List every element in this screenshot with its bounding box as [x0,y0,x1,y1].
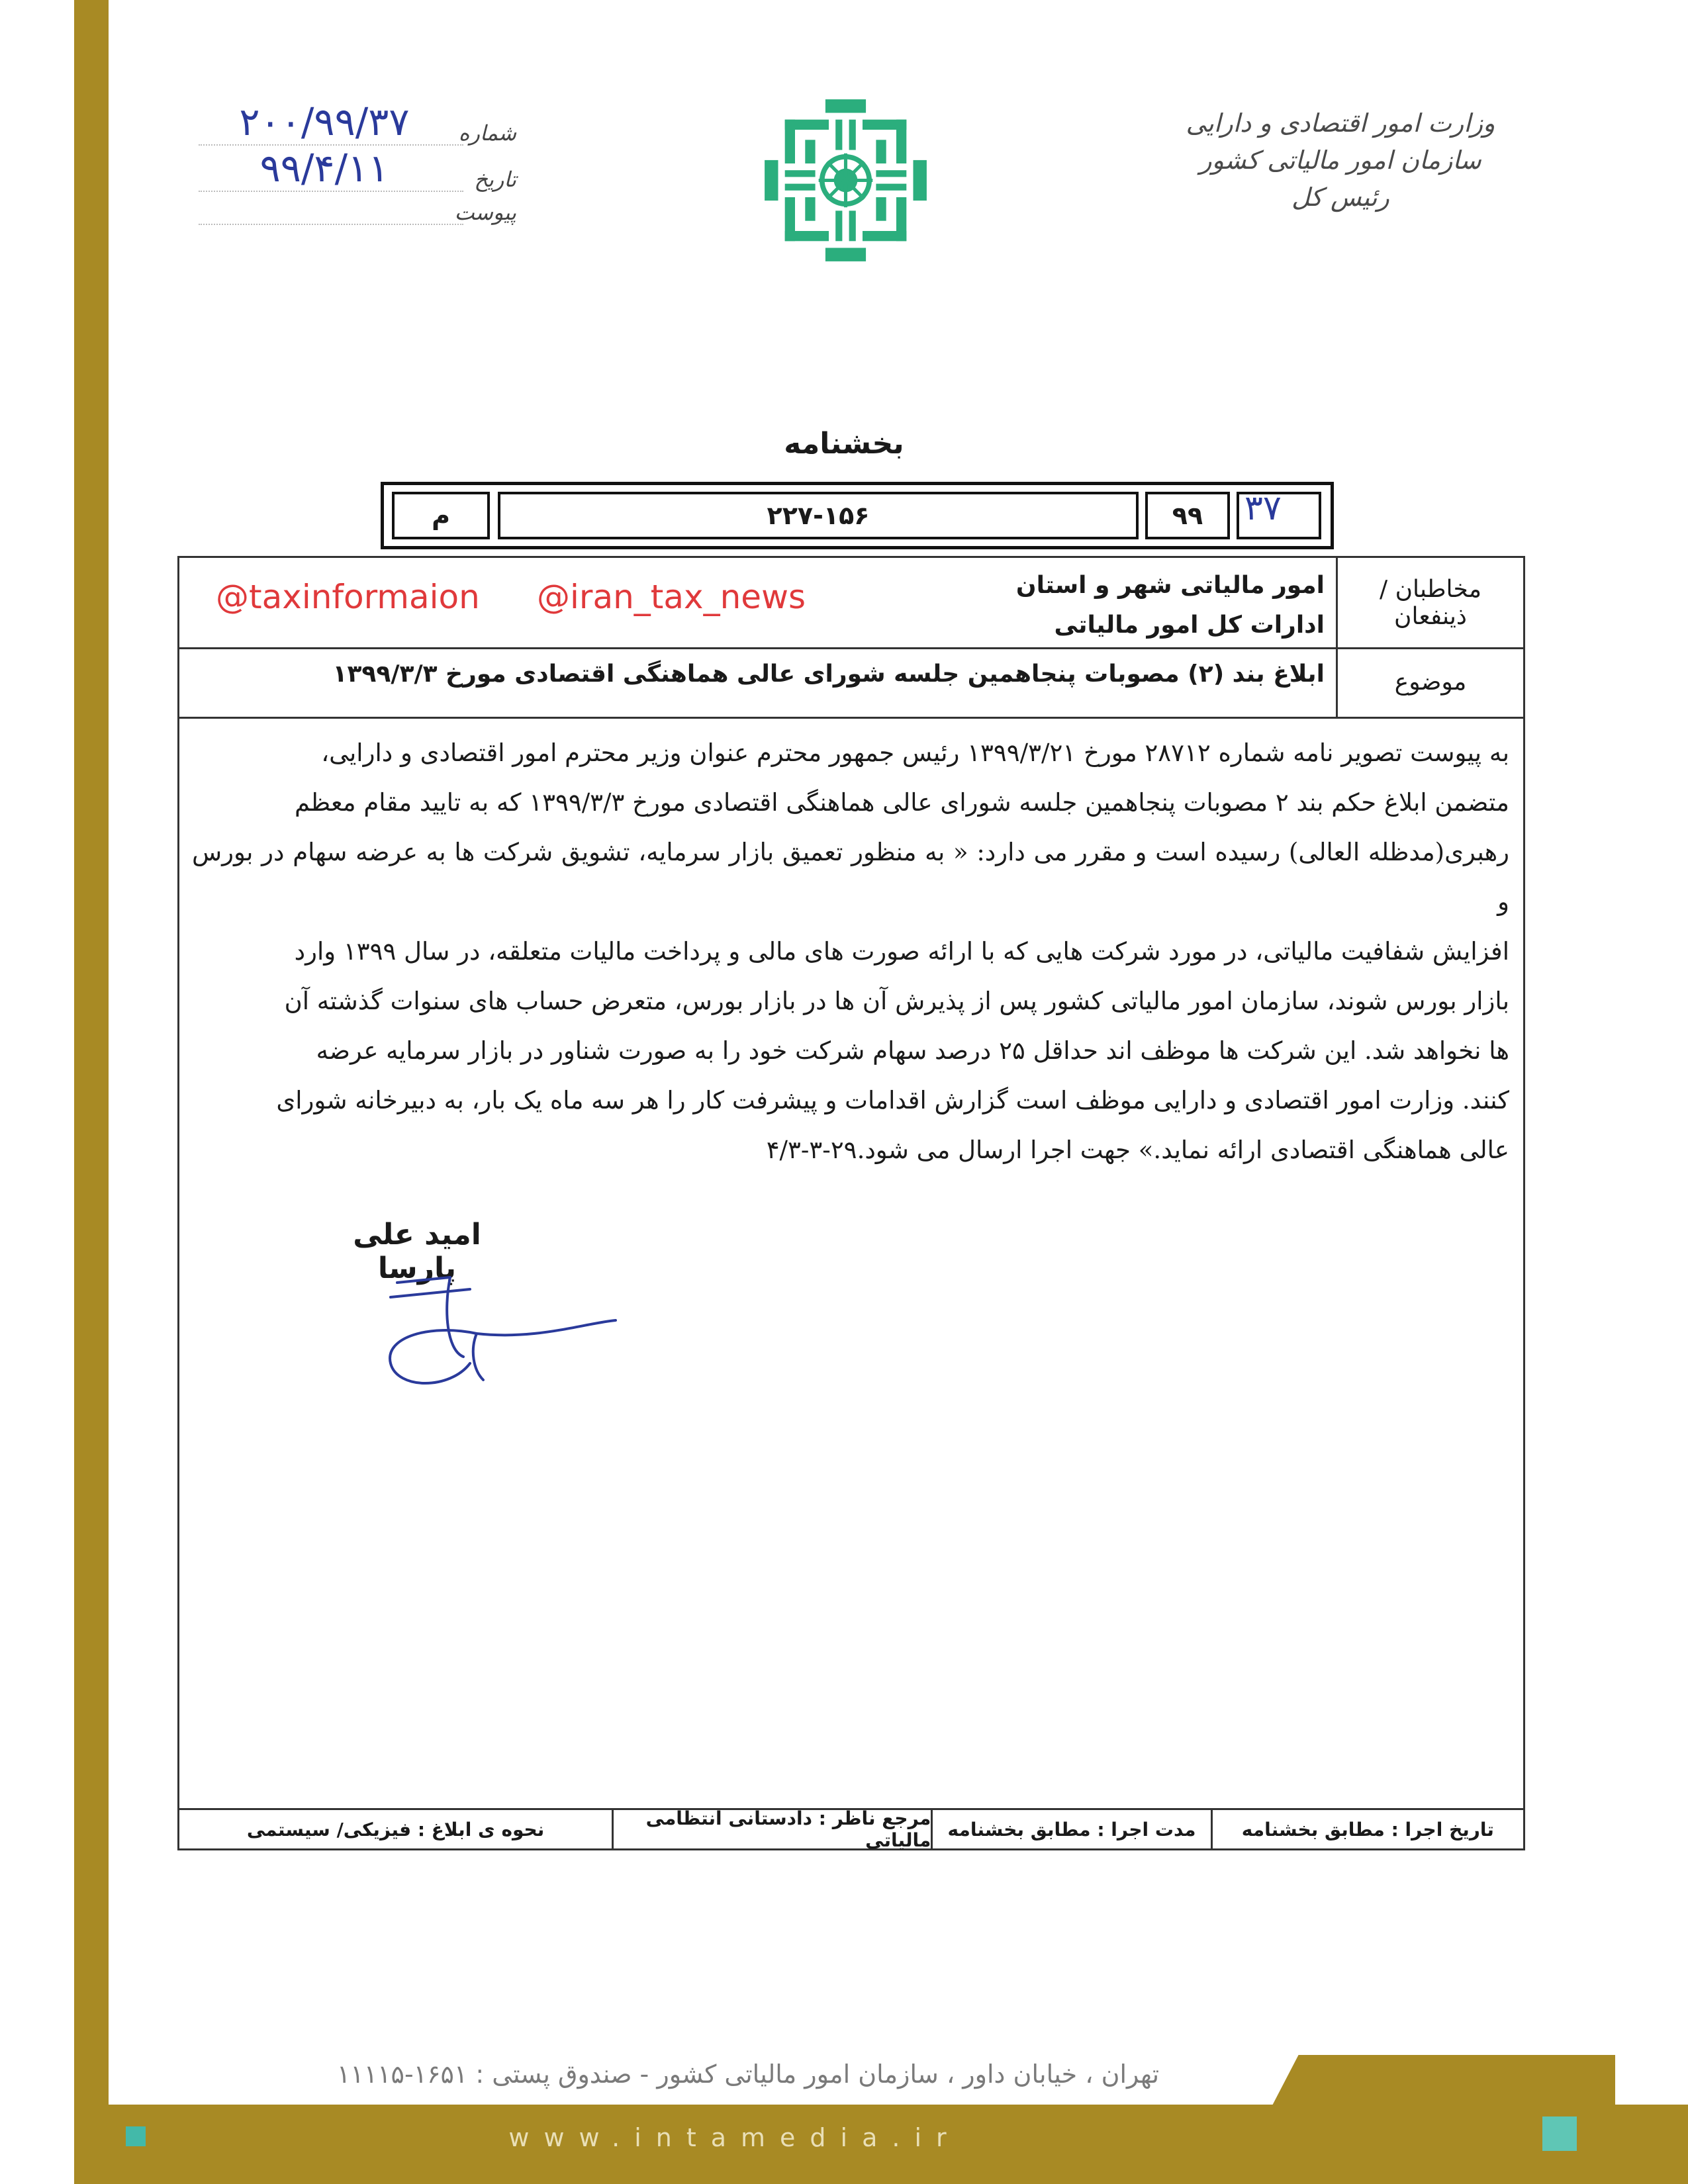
social-handle-2: @iran_tax_news [537,578,806,616]
body-line: عالی هماهنگی اقتصادی ارائه نماید.» جهت اجرا ارسال می شود.۲۹-۳-۴/۳ [766,1136,1509,1164]
signer-name: امید علی پارسا [353,1218,481,1285]
organization-logo-icon [761,96,930,265]
body-line: متضمن ابلاغ حکم بند ۲ مصوبات پنجاهمین جلسه شورای عالی هماهنگی اقتصادی مورخ ۱۳۹۹/۳/۳ که به تایید مقام معظم [294,788,1509,817]
body-line: ها نخواهد شد. این شرکت ها موظف اند حداقل ۲۵ درصد سهام شرکت خود را به صورت شناور در بازار سرمایه عرضه [316,1036,1509,1065]
signature-icon [371,1271,622,1403]
subject-label: موضوع [1336,647,1523,717]
footer-address: تهران ، خیابان داور ، سازمان امور مالیاتی کشور - صندوق پستی : ۱۶۵۱-۱۱۱۱۵ [336,2060,1160,2089]
recipient-2: ادارات کل امور مالیاتی [1054,612,1325,639]
organization-name: سازمان امور مالیاتی کشور [1199,146,1481,175]
number-year-cell: ۹۹ [1145,492,1230,539]
body-line: رهبری(مدظله العالی) رسیده است و مقرر می دارد: « به منظور تعمیق بازار سرمایه، تشویق شرکت ها به عرضه سهام در بورس و [192,838,1509,916]
left-gold-border [74,0,109,2184]
body-line: بازار بورس شوند، سازمان امور مالیاتی کشور پس از پذیرش آن ها در بازار بورس، متعرض حساب های سنوات گذشته آن [284,987,1509,1015]
recipients-row [179,558,1523,649]
social-handle-1: @taxinformaion [216,578,480,616]
document-title: بخشنامه [784,427,904,461]
body-line: به پیوست تصویر نامه شماره ۲۸۷۱۲ مورخ ۱۳۹۹/۳/۲۱ رئیس جمهور محترم عنوان وزیر محترم امور اقتصادی و دارایی، [321,739,1509,767]
footer-teal-square-right [1542,2116,1577,2151]
circular-number-bar [381,482,1334,549]
subject-text: ابلاغ بند (۲) مصوبات پنجاهمین جلسه شورای عالی هماهنگی اقتصادی مورخ ۱۳۹۹/۳/۳ [332,660,1325,688]
recipients-label-line2: ذینفعان [1394,602,1467,630]
date-row [199,146,516,192]
ministry-name: وزارت امور اقتصادی و دارایی [1186,109,1495,138]
recipients-list [1016,566,1325,645]
handwritten-number: ۳۷ [1244,488,1282,528]
number-letter-cell: م [392,492,490,539]
number-code-cell: ۲۲۷-۱۵۶ [498,492,1139,539]
letter-reference-block [199,99,516,225]
info-table [177,556,1525,719]
attachment-row [199,192,516,225]
attachment-value [199,224,463,225]
office-name: رئیس کل [1291,183,1389,212]
footer-website: www.intamedia.ir [508,2123,961,2152]
execution-info-strip [177,1808,1525,1850]
subject-row [179,647,1523,717]
date-value: ۹۹/۴/۱۱ [199,146,463,192]
number-row [199,99,516,146]
date-label: تاریخ [474,167,516,192]
attachment-label: پیوست [454,200,516,225]
recipients-label [1336,558,1523,647]
number-label: شماره [458,120,516,146]
footer-teal-square-left [126,2126,146,2146]
exec-date-cell: تاریخ اجرا : مطابق بخشنامه [1211,1810,1523,1848]
body-text [192,728,1509,1175]
recipient-1: امور مالیاتی شهر و استان [1015,572,1325,599]
footer-gold-tab [1271,2055,1615,2108]
supervisor-cell: مرجع ناظر : دادستانی انتظامی مالیاتی [612,1810,931,1848]
exec-period-cell: مدت اجرا : مطابق بخشنامه [931,1810,1210,1848]
body-line: کنند. وزارت امور اقتصادی و دارایی موظف است گزارش اقدامات و پیشرفت کار را هر سه ماه یک بار، به دبیرخانه شورای [276,1086,1509,1115]
number-value: ۲۰۰/۹۹/۳۷ [199,99,463,146]
recipients-label-line1: مخاطبان / [1380,575,1481,603]
notify-method-cell: نحوه ی ابلاغ : فیزیکی/ سیستمی [246,1818,545,1841]
ministry-header [1168,105,1513,216]
body-line: افزایش شفافیت مالیاتی، در مورد شرکت هایی که با ارائه صورت های مالی و پرداخت مالیات متعلقه، در سال ۱۳۹۹ وارد [294,937,1509,966]
